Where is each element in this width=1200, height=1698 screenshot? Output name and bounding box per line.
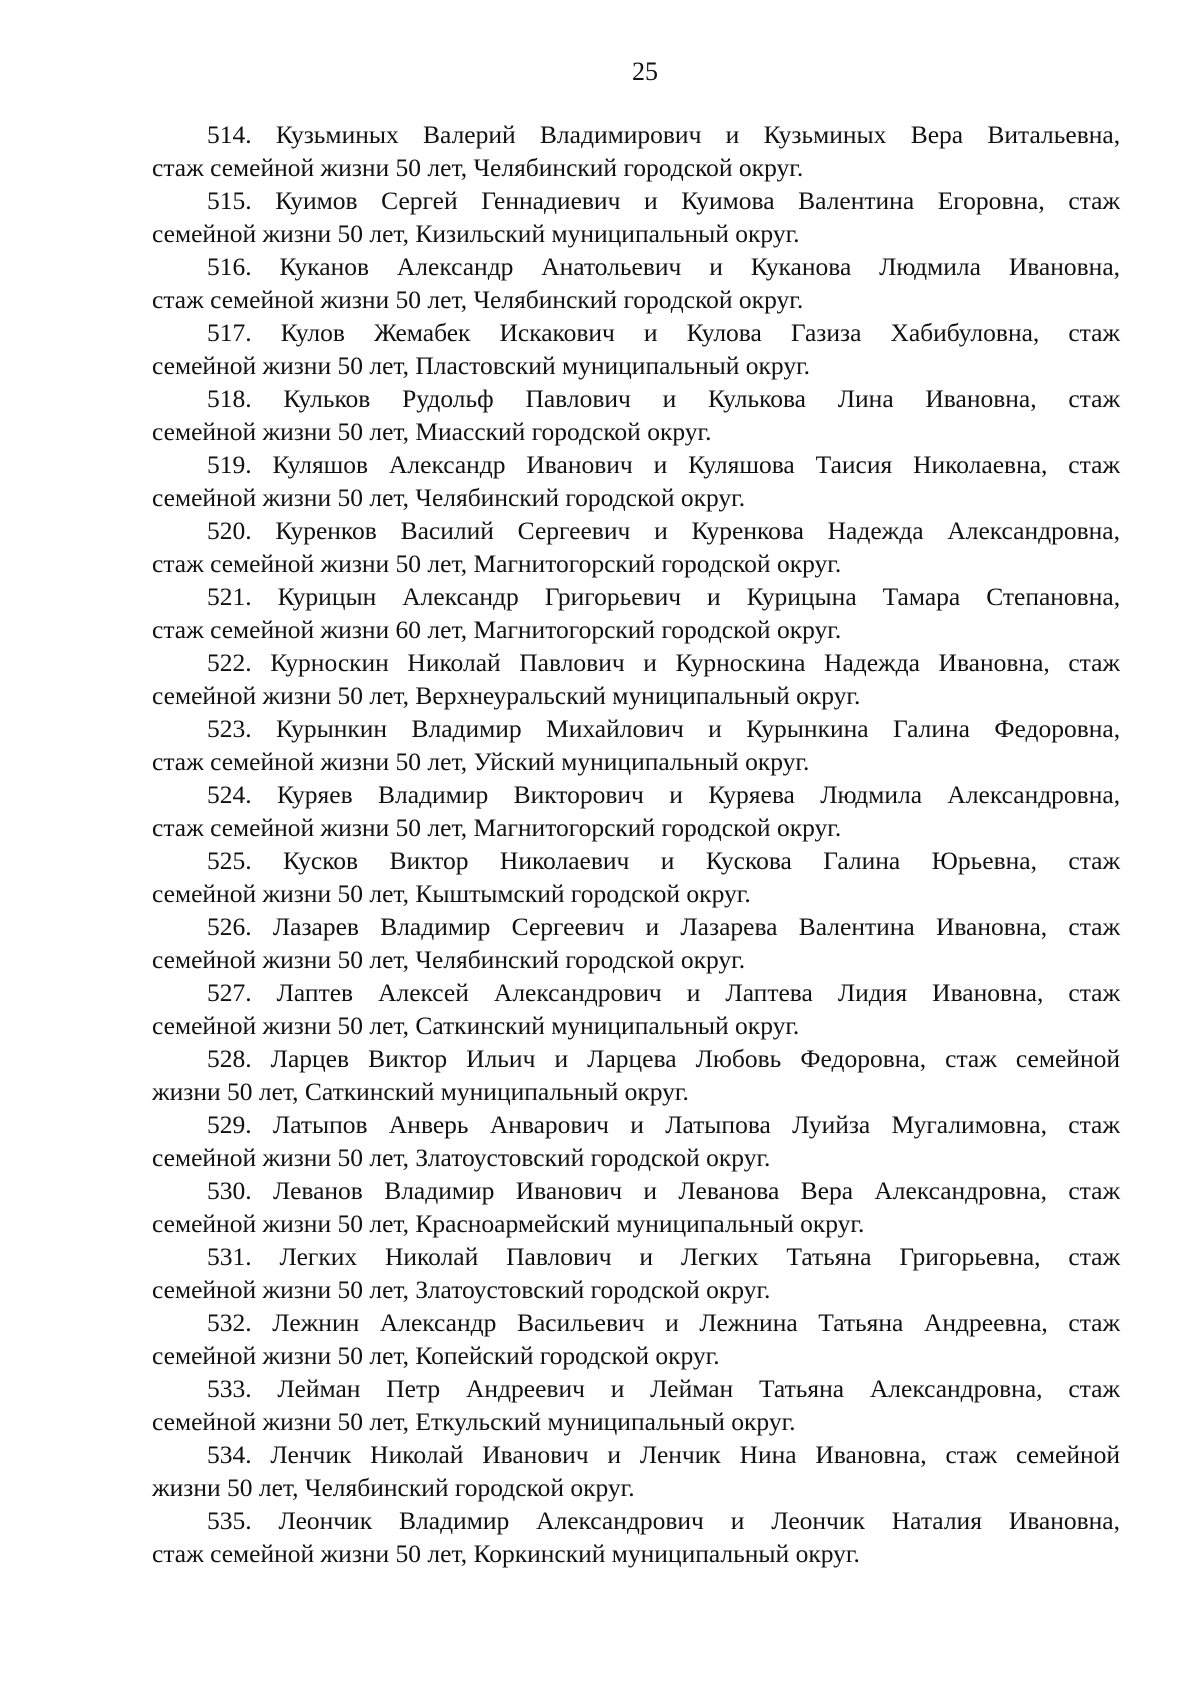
entry-word: стаж bbox=[1068, 1110, 1120, 1139]
entry-word: и bbox=[660, 846, 675, 875]
entry-word: Ларцев bbox=[270, 1044, 350, 1073]
list-item bbox=[152, 316, 1120, 382]
entry-word: Лейман bbox=[277, 1374, 361, 1403]
entry-text-line-2: семейной жизни 50 лет, Златоустовский городской округ. bbox=[152, 1275, 771, 1304]
entry-word: Алексей bbox=[378, 978, 469, 1007]
entry-number: 533. bbox=[207, 1374, 252, 1403]
entry-word: Александровна, bbox=[947, 516, 1120, 545]
entry-word: Курынкин bbox=[276, 714, 388, 743]
entry-text-line-2: семейной жизни 50 лет, Красноармейский муниципальный округ. bbox=[152, 1209, 865, 1238]
entry-word: Искакович bbox=[499, 318, 615, 347]
entry-word: Петр bbox=[386, 1374, 441, 1403]
entry-word: и bbox=[707, 582, 721, 611]
list-item bbox=[152, 184, 1120, 250]
entry-first-line bbox=[152, 1504, 1120, 1537]
entry-word: Легких bbox=[680, 1242, 759, 1271]
entry-number: 525. bbox=[207, 846, 252, 875]
entry-number: 526. bbox=[207, 912, 252, 941]
entry-word: Лина bbox=[837, 384, 894, 413]
entry-word: Кулькова bbox=[708, 384, 806, 413]
list-item bbox=[152, 118, 1120, 184]
entry-word: Витальевна, bbox=[987, 120, 1121, 149]
entry-word: Леончик bbox=[771, 1506, 865, 1535]
entry-word: Михайлович bbox=[546, 714, 684, 743]
entry-word: Газиза bbox=[790, 318, 862, 347]
entry-word: Григорьевна, bbox=[899, 1242, 1041, 1271]
list-item bbox=[152, 250, 1120, 316]
entry-word: Лаптев bbox=[276, 978, 354, 1007]
entry-word: и bbox=[669, 780, 683, 809]
entry-number: 531. bbox=[207, 1242, 252, 1271]
entry-first-line bbox=[152, 1108, 1120, 1141]
entry-word: Васильевич bbox=[516, 1308, 645, 1337]
entry-text-line-2: семейной жизни 50 лет, Челябинский городской округ. bbox=[152, 483, 746, 512]
list-item bbox=[152, 910, 1120, 976]
entry-word: Павлович bbox=[525, 384, 631, 413]
entry-word: Сергей bbox=[381, 186, 458, 215]
entry-word: Леончик bbox=[278, 1506, 373, 1535]
list-item bbox=[152, 844, 1120, 910]
entry-text-line-2: стаж семейной жизни 50 лет, Уйский муниципальный округ. bbox=[152, 747, 810, 776]
entry-number: 515. bbox=[207, 186, 252, 215]
entry-word: Анварович bbox=[489, 1110, 609, 1139]
page-number: 25 bbox=[632, 57, 658, 86]
entry-word: Николай bbox=[407, 648, 501, 677]
entry-first-line bbox=[152, 646, 1120, 679]
entry-word: Сергеевич bbox=[517, 516, 631, 545]
entry-number: 520. bbox=[207, 516, 252, 545]
entry-word: и bbox=[630, 1110, 644, 1139]
entry-word: Курынкина bbox=[746, 714, 869, 743]
entry-first-line bbox=[152, 1174, 1120, 1207]
entry-word: стаж bbox=[1068, 912, 1121, 941]
entry-word: Александр bbox=[388, 450, 506, 479]
entry-word: Галина bbox=[892, 714, 970, 743]
list-item bbox=[152, 778, 1120, 844]
entry-text-line-2: семейной жизни 50 лет, Челябинский городской округ. bbox=[152, 945, 746, 974]
entry-number: 527. bbox=[207, 978, 252, 1007]
entry-word: Леванова bbox=[678, 1176, 780, 1205]
entry-word: и bbox=[686, 978, 701, 1007]
entry-word: Владимир bbox=[411, 714, 522, 743]
entry-word: Николаевна, bbox=[913, 450, 1048, 479]
entry-word: Ивановна, bbox=[932, 978, 1044, 1007]
entry-word: Лежнин bbox=[272, 1308, 360, 1337]
entry-number: 522. bbox=[207, 648, 252, 677]
entry-text-line-2: семейной жизни 50 лет, Златоустовский городской округ. bbox=[152, 1143, 771, 1172]
entry-word: Курноскин bbox=[270, 648, 389, 677]
entry-word: и bbox=[607, 1440, 622, 1469]
entry-text-line-2: жизни 50 лет, Саткинский муниципальный округ. bbox=[152, 1077, 689, 1106]
entry-word: Мугалимовна, bbox=[891, 1110, 1047, 1139]
entry-text-line-2: стаж семейной жизни 50 лет, Коркинский муниципальный округ. bbox=[152, 1539, 860, 1568]
list-item bbox=[152, 580, 1120, 646]
entry-word: Александрович bbox=[536, 1506, 704, 1535]
entry-word: Галина bbox=[823, 846, 901, 875]
entry-word: Людмила bbox=[820, 780, 923, 809]
entry-word: Татьяна bbox=[818, 1308, 904, 1337]
entry-first-line bbox=[152, 1372, 1120, 1405]
entry-word: Хабибуловна, bbox=[890, 318, 1040, 347]
list-item bbox=[152, 1240, 1120, 1306]
entry-number: 523. bbox=[207, 714, 252, 743]
entry-word: Куряева bbox=[708, 780, 795, 809]
entry-first-line bbox=[152, 184, 1120, 217]
entry-word: Василий bbox=[400, 516, 494, 545]
entry-text-line-2: семейной жизни 50 лет, Еткульский муниципальный округ. bbox=[152, 1407, 796, 1436]
entry-number: 521. bbox=[207, 582, 252, 611]
entry-word: Валентина bbox=[798, 912, 915, 941]
entry-word: и bbox=[709, 252, 723, 281]
entry-word: Николай bbox=[385, 1242, 479, 1271]
entry-word: Кузьминых bbox=[763, 120, 887, 149]
entry-word: Куляшов bbox=[272, 450, 369, 479]
entry-word: и bbox=[725, 120, 740, 149]
entry-word: Кульков bbox=[283, 384, 371, 413]
entry-word: и bbox=[645, 912, 660, 941]
entry-text-line-2: семейной жизни 50 лет, Копейский городской округ. bbox=[152, 1341, 720, 1370]
entry-word: Нина bbox=[739, 1440, 797, 1469]
entry-word: Кулова bbox=[686, 318, 762, 347]
entry-word: стаж bbox=[1068, 1176, 1121, 1205]
entry-word: Павлович bbox=[506, 1242, 612, 1271]
entry-word: Кузьминых bbox=[275, 120, 399, 149]
entry-word: Лейман bbox=[650, 1374, 734, 1403]
entry-word: и bbox=[643, 1176, 658, 1205]
entry-word: Степановна, bbox=[986, 582, 1121, 611]
entry-word: Николаевич bbox=[499, 846, 630, 875]
entry-first-line bbox=[152, 778, 1120, 811]
entry-word: стаж bbox=[1068, 384, 1121, 413]
entry-word: Иванович bbox=[482, 1440, 589, 1469]
list-item bbox=[152, 448, 1120, 514]
entry-word: Сергеевич bbox=[511, 912, 625, 941]
entry-word: Владимир bbox=[384, 1176, 495, 1205]
entry-word: Ивановна, bbox=[925, 384, 1037, 413]
entry-word: Анатольевич bbox=[541, 252, 682, 281]
list-item bbox=[152, 712, 1120, 778]
entry-word: Лазарева bbox=[680, 912, 778, 941]
list-item bbox=[152, 976, 1120, 1042]
entry-text-line-2: стаж семейной жизни 50 лет, Челябинский городской округ. bbox=[152, 153, 804, 182]
entry-first-line bbox=[152, 118, 1120, 151]
entry-word: стаж bbox=[1068, 318, 1121, 347]
entry-word: Любовь bbox=[695, 1044, 782, 1073]
entry-word: стаж bbox=[945, 1440, 998, 1469]
entry-word: и bbox=[665, 1308, 679, 1337]
entry-word: и bbox=[643, 318, 658, 347]
entry-number: 530. bbox=[207, 1176, 252, 1205]
entry-word: Лежнина bbox=[699, 1308, 798, 1337]
entry-word: семейной bbox=[1015, 1440, 1121, 1469]
entry-word: и bbox=[708, 714, 722, 743]
entry-word: Латыпов bbox=[272, 1110, 368, 1139]
entry-word: и bbox=[662, 384, 677, 413]
list-item bbox=[152, 1042, 1120, 1108]
entry-word: Куляшова bbox=[688, 450, 795, 479]
entry-word: Куренков bbox=[275, 516, 377, 545]
entry-word: Владимир bbox=[378, 780, 489, 809]
entry-word: Таисия bbox=[815, 450, 893, 479]
list-item bbox=[152, 1306, 1120, 1372]
entry-word: Людмила bbox=[879, 252, 981, 281]
entry-number: 517. bbox=[207, 318, 252, 347]
entry-first-line bbox=[152, 1240, 1120, 1273]
entry-text-line-2: стаж семейной жизни 50 лет, Челябинский городской округ. bbox=[152, 285, 804, 314]
entry-word: Ивановна, bbox=[815, 1440, 927, 1469]
entry-word: и bbox=[610, 1374, 625, 1403]
entry-word: Юрьевна, bbox=[931, 846, 1037, 875]
list-item bbox=[152, 1504, 1120, 1570]
entry-word: стаж bbox=[1068, 186, 1121, 215]
entry-word: Егоровна, bbox=[937, 186, 1045, 215]
entry-text-line-2: жизни 50 лет, Челябинский городской округ. bbox=[152, 1473, 635, 1502]
entry-word: Куимова bbox=[681, 186, 775, 215]
entry-word: Куканова bbox=[750, 252, 852, 281]
entry-first-line bbox=[152, 844, 1120, 877]
entry-word: Ивановна, bbox=[1008, 1506, 1120, 1535]
entry-word: Иванович bbox=[515, 1176, 623, 1205]
entry-word: Лидия bbox=[837, 978, 908, 1007]
entry-first-line bbox=[152, 910, 1120, 943]
entry-word: Легких bbox=[279, 1242, 358, 1271]
entry-first-line bbox=[152, 448, 1120, 481]
entry-word: Александр bbox=[379, 1308, 497, 1337]
entry-word: Николай bbox=[370, 1440, 464, 1469]
entry-word: Ларцева bbox=[587, 1044, 677, 1073]
entry-word: Ивановна, bbox=[935, 912, 1048, 941]
entry-word: Ленчик bbox=[270, 1440, 352, 1469]
entry-word: Татьяна bbox=[786, 1242, 872, 1271]
entry-text-line-2: стаж семейной жизни 50 лет, Магнитогорский городской округ. bbox=[152, 549, 842, 578]
entry-word: семейной bbox=[1015, 1044, 1120, 1073]
entry-word: Кускова bbox=[705, 846, 792, 875]
entry-first-line bbox=[152, 1306, 1120, 1339]
entry-word: стаж bbox=[1068, 846, 1121, 875]
entry-word: Владимир bbox=[399, 1506, 510, 1535]
entry-number: 516. bbox=[207, 252, 252, 281]
entry-word: Ивановна, bbox=[938, 648, 1050, 677]
entry-word: Курноскина bbox=[675, 648, 806, 677]
entry-word: стаж bbox=[945, 1044, 997, 1073]
entry-word: Надежда bbox=[824, 648, 920, 677]
entry-number: 534. bbox=[207, 1440, 252, 1469]
entry-word: Федоровна, bbox=[800, 1044, 927, 1073]
entry-text-line-2: семейной жизни 50 лет, Саткинский муниципальный округ. bbox=[152, 1011, 800, 1040]
entry-word: Вера bbox=[910, 120, 964, 149]
entry-text-line-2: семейной жизни 50 лет, Миасский городской округ. bbox=[152, 417, 712, 446]
entry-word: и bbox=[653, 450, 668, 479]
entry-word: Кусков bbox=[283, 846, 359, 875]
entry-word: Валерий bbox=[423, 120, 516, 149]
entry-first-line bbox=[152, 712, 1120, 745]
entry-text-line-2: семейной жизни 50 лет, Кыштымский городской округ. bbox=[152, 879, 751, 908]
entry-word: Владимир bbox=[380, 912, 491, 941]
entry-word: Жемабек bbox=[373, 318, 471, 347]
entry-word: стаж bbox=[1068, 450, 1121, 479]
entry-word: Александр bbox=[396, 252, 514, 281]
entry-word: и bbox=[554, 1044, 569, 1073]
entry-number: 535. bbox=[207, 1506, 252, 1535]
entry-word: Курицына bbox=[746, 582, 857, 611]
list-item bbox=[152, 646, 1120, 712]
entry-word: Виктор bbox=[368, 1044, 448, 1073]
entry-number: 518. bbox=[207, 384, 252, 413]
entry-word: Кулов bbox=[280, 318, 345, 347]
entry-first-line bbox=[152, 382, 1120, 415]
entry-first-line bbox=[152, 514, 1120, 547]
entry-word: стаж bbox=[1068, 978, 1121, 1007]
entry-word: Александр bbox=[402, 582, 519, 611]
entry-word: и bbox=[654, 516, 668, 545]
entry-first-line bbox=[152, 1042, 1120, 1075]
entry-word: и bbox=[730, 1506, 745, 1535]
entry-word: и bbox=[639, 1242, 654, 1271]
entry-number: 532. bbox=[207, 1308, 252, 1337]
entry-text-line-2: семейной жизни 50 лет, Пластовский муниципальный округ. bbox=[152, 351, 811, 380]
entry-word: Куренкова bbox=[691, 516, 804, 545]
entry-word: Александровна, bbox=[869, 1374, 1043, 1403]
list-item bbox=[152, 1174, 1120, 1240]
entry-word: Андреевна, bbox=[923, 1308, 1048, 1337]
entry-word: стаж bbox=[1068, 1308, 1121, 1337]
list-item bbox=[152, 514, 1120, 580]
entry-word: Вера bbox=[800, 1176, 854, 1205]
entry-first-line bbox=[152, 580, 1120, 613]
entry-word: Александровна, bbox=[874, 1176, 1048, 1205]
entry-word: Григорьевич bbox=[544, 582, 682, 611]
entry-word: Тамара bbox=[882, 582, 961, 611]
entry-word: Надежда bbox=[827, 516, 924, 545]
entry-word: Владимирович bbox=[539, 120, 702, 149]
entry-word: Ивановна, bbox=[1008, 252, 1121, 281]
list-item bbox=[152, 1372, 1120, 1438]
entry-word: Павлович bbox=[519, 648, 625, 677]
entry-word: Андреевич bbox=[465, 1374, 585, 1403]
entry-word: Татьяна bbox=[758, 1374, 845, 1403]
entry-number: 528. bbox=[207, 1044, 252, 1073]
entry-word: Куканов bbox=[279, 252, 370, 281]
entry-word: Александрович bbox=[493, 978, 662, 1007]
list-item bbox=[152, 382, 1120, 448]
entry-first-line bbox=[152, 1438, 1120, 1471]
entry-word: Курицын bbox=[277, 582, 377, 611]
entry-list bbox=[152, 118, 1120, 1570]
entry-word: и bbox=[643, 186, 658, 215]
entry-word: Анверь bbox=[388, 1110, 469, 1139]
entry-text-line-2: семейной жизни 50 лет, Кизильский муниципальный округ. bbox=[152, 219, 800, 248]
entry-word: Ильич bbox=[466, 1044, 536, 1073]
entry-word: Куимов bbox=[275, 186, 358, 215]
entry-word: Наталия bbox=[891, 1506, 982, 1535]
entry-word: Лаптева bbox=[725, 978, 813, 1007]
entry-word: Александровна, bbox=[947, 780, 1121, 809]
entry-word: Иванович bbox=[526, 450, 633, 479]
entry-number: 514. bbox=[207, 120, 252, 149]
entry-text-line-2: стаж семейной жизни 60 лет, Магнитогорский городской округ. bbox=[152, 615, 842, 644]
entry-word: Федоровна, bbox=[994, 714, 1121, 743]
entry-word: Луийза bbox=[792, 1110, 871, 1139]
entry-word: и bbox=[643, 648, 657, 677]
entry-text-line-2: стаж семейной жизни 50 лет, Магнитогорский городской округ. bbox=[152, 813, 842, 842]
entry-first-line bbox=[152, 976, 1120, 1009]
entry-word: Виктор bbox=[389, 846, 469, 875]
entry-word: стаж bbox=[1068, 1374, 1121, 1403]
entry-word: Викторович bbox=[513, 780, 644, 809]
entry-word: Лазарев bbox=[272, 912, 359, 941]
entry-word: Леванов bbox=[272, 1176, 363, 1205]
entry-first-line bbox=[152, 316, 1120, 349]
entry-word: Геннадиевич bbox=[481, 186, 621, 215]
entry-number: 524. bbox=[207, 780, 252, 809]
list-item bbox=[152, 1108, 1120, 1174]
entry-word: Ленчик bbox=[639, 1440, 721, 1469]
entry-number: 519. bbox=[207, 450, 252, 479]
list-item bbox=[152, 1438, 1120, 1504]
entry-word: Рудольф bbox=[402, 384, 494, 413]
entry-first-line bbox=[152, 250, 1120, 283]
entry-number: 529. bbox=[207, 1110, 252, 1139]
entry-word: Валентина bbox=[798, 186, 915, 215]
entry-word: Куряев bbox=[276, 780, 353, 809]
entry-word: Латыпова bbox=[665, 1110, 771, 1139]
entry-word: стаж bbox=[1068, 1242, 1121, 1271]
entry-text-line-2: семейной жизни 50 лет, Верхнеуральский муниципальный округ. bbox=[152, 681, 861, 710]
entry-word: стаж bbox=[1068, 648, 1121, 677]
